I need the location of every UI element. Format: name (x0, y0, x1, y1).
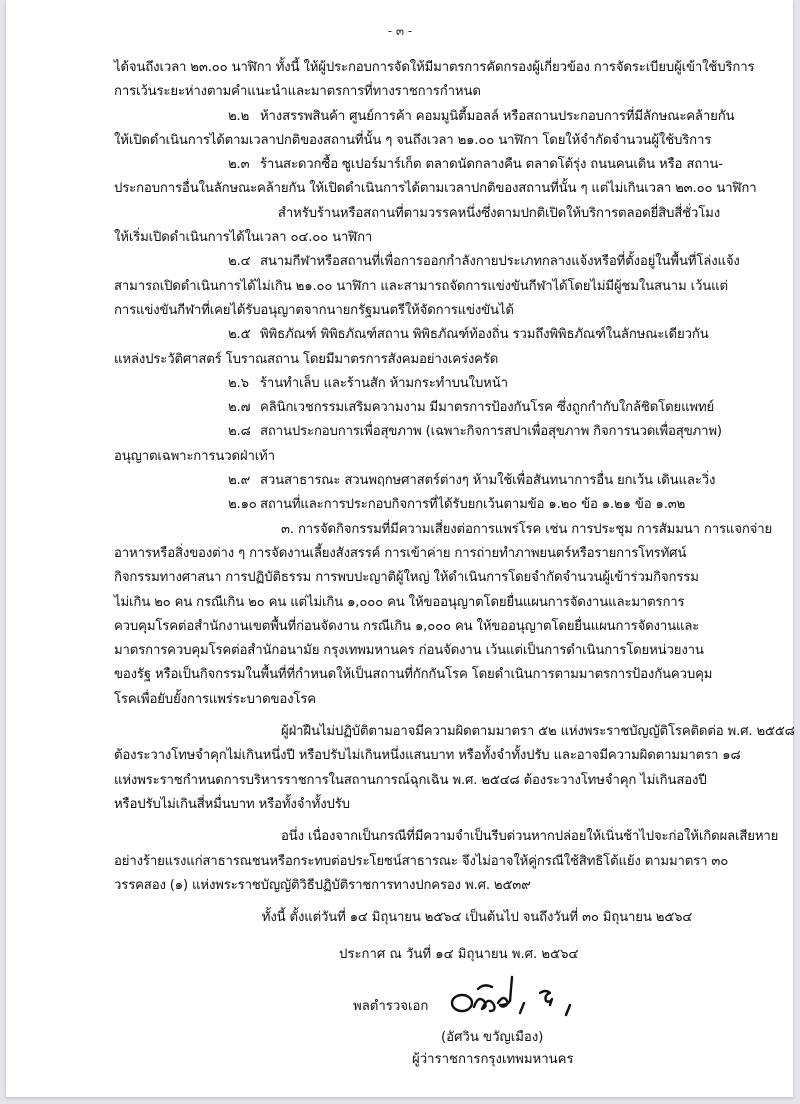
clause-text: สถานประกอบการเพื่อสุขภาพ (เฉพาะกิจการสปาเพื่อสุขภาพ กิจการนวดเพื่อสุขภาพ) (260, 424, 722, 440)
clause-text: สนามกีฬาหรือสถานที่เพื่อการออกกำลังกายประเภทกลางแจ้งหรือที่ตั้งอยู่ในพื้นที่โล่งแจ้ง (260, 254, 740, 270)
clause-2-4 (114, 250, 740, 274)
body-line: อย่างร้ายแรงแก่สาธารณชนหรือกระทบต่อประโยชน์สาธารณะ จึงไม่อาจให้คู่กรณีใช้สิทธิโต้แย้ง ตามมาตรา ๓๐ (114, 853, 729, 869)
signer-name: (อัศวิน ขวัญเมือง) (441, 1030, 544, 1045)
body-line: อาหารหรือสิ่งของต่าง ๆ การจัดงานเลี้ยงสังสรรค์ การเข้าค่าย การถ่ายทำภาพยนตร์หรือรายการโทรทัศน์ (114, 545, 687, 561)
clause-number: ๒.๘ (228, 424, 251, 440)
clause-text: สถานที่และการประกอบกิจการที่ได้รับยกเว้นตามข้อ ๑.๒๐ ข้อ ๑.๒๑ ข้อ ๑.๓๒ (260, 497, 686, 513)
body-line: หรือปรับไม่เกินสี่หมื่นบาท หรือทั้งจำทั้งปรับ (114, 796, 350, 812)
body-line: ประกอบการอื่นในลักษณะคล้ายกัน ให้เปิดดำเนินการได้ตามเวลาปกติของสถานที่นั้น ๆ แต่ไม่เกินเวลา ๒๓.๐๐ นาฬิกา (114, 181, 757, 197)
clause-text: ห้างสรรพสินค้า ศูนย์การค้า คอมมูนิตี้มอลล์ หรือสถานประกอบการที่มีลักษณะคล้ายกัน (260, 108, 735, 124)
clause-text: สวนสาธารณะ สวนพฤกษศาสตร์ต่างๆ ห้ามใช้เพื่อสันทนาการอื่น ยกเว้น เดินและวิ่ง (260, 473, 716, 489)
body-line: กิจกรรมทางศาสนา การปฏิบัติธรรม การพบปะญาติผู้ใหญ่ ให้ดำเนินการโดยจำกัดจำนวนผู้เข้าร่วมกิจกรรม (114, 570, 699, 586)
clause-text: คลินิกเวชกรรมเสริมความงาม มีมาตรการป้องกันโรค ซึ่งถูกกำกับใกล้ชิดโดยแพทย์ (260, 400, 715, 416)
body-line: อนุญาตเฉพาะการนวดฝ่าเท้า (114, 448, 275, 464)
clause-number: ๒.๔ (228, 254, 251, 270)
clause-text: พิพิธภัณฑ์ พิพิธภัณฑ์สถาน พิพิธภัณฑ์ท้องถิ่น รวมถึงพิพิธภัณฑ์ในลักษณะเดียวกัน (260, 327, 709, 343)
body-line: สำหรับร้านหรือสถานที่ตามวรรคหนึ่งซึ่งตามปกติเปิดให้บริการตลอดยี่สิบสี่ชั่วโมง (277, 205, 720, 221)
clause-2-5 (114, 323, 720, 347)
page-number: - ๓ - (387, 24, 413, 38)
document-body (114, 56, 795, 930)
clause-3: ๓. การจัดกิจกรรมที่มีความเสี่ยงต่อการแพร่โรค เช่น การประชุม การสัมมนา การแจกจ่าย (281, 521, 773, 537)
body-line: วรรคสอง (๑) แห่งพระราชบัญญัติวิธีปฏิบัติราชการทางปกครอง พ.ศ. ๒๕๓๙ (114, 877, 531, 893)
body-line: โรคเพื่อยับยั้งการแพร่ระบาดของโรค (114, 691, 316, 707)
clause-number: ๒.๑๐ (228, 497, 257, 513)
urgency-paragraph: อนึ่ง เนื่องจากเป็นกรณีที่มีความจำเป็นรีบด่วนหากปล่อยให้เนิ่นช้าไปจะก่อให้เกิดผลเสียหาย (281, 829, 779, 845)
penalty-paragraph: ผู้ฝ่าฝืนไม่ปฏิบัติตามอาจมีความผิดตามมาตรา ๕๒ แห่งพระราชบัญญัติโรคติดต่อ พ.ศ. ๒๕๕๘ (281, 724, 795, 740)
body-line: แห่งพระราชกำหนดการบริหารราชการในสถานการณ์ฉุกเฉิน พ.ศ. ๒๕๔๘ ต้องระวางโทษจำคุก ไม่เกินสองปี (114, 772, 707, 788)
body-line: การเว้นระยะห่างตามคำแนะนำและมาตรการที่ทางราชการกำหนด (114, 84, 481, 100)
clause-2-7 (114, 396, 720, 420)
body-line: ไม่เกิน ๒๐ คน กรณีเกิน ๒๐ คน แต่ไม่เกิน ๑,๐๐๐ คน ให้ขออนุญาตโดยยื่นแผนการจัดงานและมาตรการ (114, 594, 685, 610)
clause-text: ร้านทำเล็บ และร้านสัก ห้ามกระทำบนใบหน้า (260, 375, 508, 391)
body-line: ต้องระวางโทษจำคุกไม่เกินหนึ่งปี หรือปรับไม่เกินหนึ่งแสนบาท หรือทั้งจำทั้งปรับ และอาจมีความผิดตามมาตรา ๑๘ (114, 748, 741, 764)
announce-date: ประกาศ ณ วันที่ ๑๔ มิถุนายน พ.ศ. ๒๕๖๔ (339, 947, 579, 962)
clause-number: ๒.๕ (228, 327, 251, 343)
clause-number: ๒.๖ (228, 375, 249, 391)
body-line: การแข่งขันกีฬาที่เคยได้รับอนุญาตจากนายกรัฐมนตรีให้จัดการแข่งขันได้ (114, 302, 514, 318)
clause-2-8 (114, 420, 720, 444)
signer-position: ผู้ว่าราชการกรุงเทพมหานคร (412, 1052, 574, 1067)
clause-2-9 (114, 469, 720, 493)
clause-text: ร้านสะดวกซื้อ ซูเปอร์มาร์เก็ต ตลาดนัดกลางคืน ตลาดโต้รุ่ง ถนนคนเดิน หรือ สถาน- (260, 157, 723, 173)
clause-2-2 (114, 105, 735, 129)
body-line: ของรัฐ หรือเป็นกิจกรรมในพื้นที่ที่กำหนดให้เป็นสถานที่กักกันโรค โดยดำเนินการตามมาตรการป้องกันควบคุม (114, 667, 713, 683)
body-line: สามารถเปิดดำเนินการได้ไม่เกิน ๒๑.๐๐ นาฬิกา และสามารถจัดการแข่งขันกีฬาได้โดยไม่มีผู้ชมในสนาม เว้นแต่ (114, 278, 728, 294)
body-line: ได้จนถึงเวลา ๒๓.๐๐ นาฬิกา ทั้งนี้ ให้ผู้ประกอบการจัดให้มีมาตรการคัดกรองผู้เกี่ยวข้อง การจัดระเบียบผู้เข้าใช้บริการ (114, 60, 755, 75)
handwritten-signature-icon (448, 973, 588, 1019)
effective-period: ทั้งนี้ ตั้งแต่วันที่ ๑๔ มิถุนายน ๒๕๖๔ เป็นต้นไป จนถึงวันที่ ๓๐ มิถุนายน ๒๕๖๔ (261, 910, 693, 926)
clause-number: ๒.๙ (228, 473, 251, 489)
body-line: ให้เริ่มเปิดดำเนินการได้ในเวลา ๐๔.๐๐ นาฬิกา (114, 230, 373, 246)
body-line: มาตรการควบคุมโรคต่อสำนักอนามัย กรุงเทพมหานคร ก่อนจัดงาน เว้นแต่เป็นการดำเนินการโดยหน่วยงาน (114, 643, 704, 659)
clause-2-6 (114, 372, 720, 396)
body-line: ให้เปิดดำเนินการได้ตามเวลาปกติของสถานที่นั้น ๆ จนถึงเวลา ๒๑.๐๐ นาฬิกา โดยให้จำกัดจำนวนผู้ใช้บริการ (114, 132, 712, 148)
signer-rank: พลตำรวจเอก (353, 999, 429, 1014)
clause-number: ๒.๒ (228, 108, 250, 124)
clause-2-10 (114, 493, 720, 517)
clause-number: ๒.๗ (228, 400, 251, 416)
body-line: ควบคุมโรคต่อสำนักงานเขตพื้นที่ก่อนจัดงาน กรณีเกิน ๑,๐๐๐ คน ให้ขออนุญาตโดยยื่นแผนการจัดงานและ (114, 618, 700, 634)
body-line: แหล่งประวัติศาสตร์ โบราณสถาน โดยมีมาตรการสังคมอย่างเคร่งครัด (114, 351, 499, 367)
clause-number: ๒.๓ (228, 157, 250, 173)
clause-2-3 (114, 153, 723, 177)
